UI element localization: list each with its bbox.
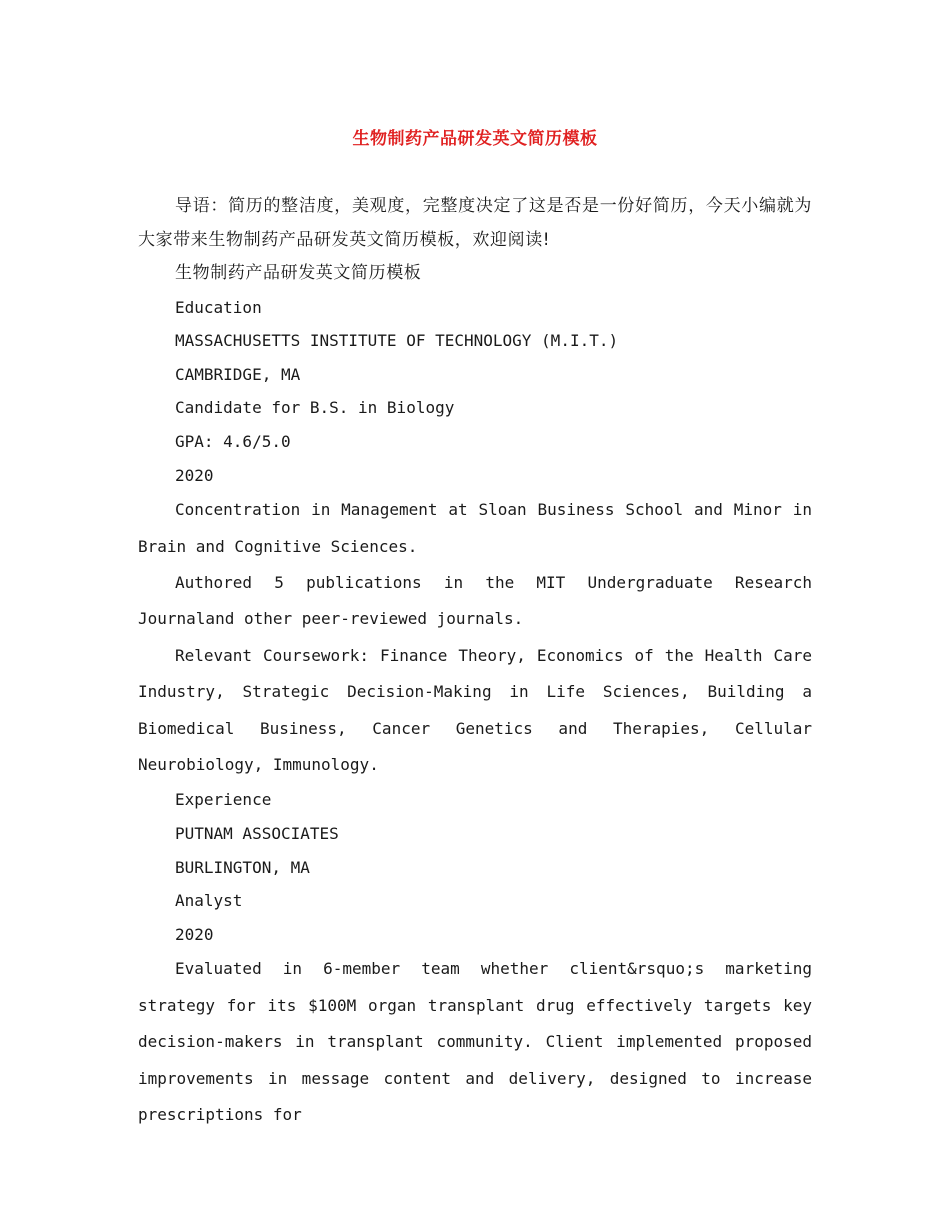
document-title: 生物制药产品研发英文简历模板: [352, 129, 598, 149]
company-name: PUTNAM ASSOCIATES: [175, 824, 339, 843]
company-location: BURLINGTON, MA: [175, 857, 310, 877]
gpa: GPA: 4.6/5.0: [175, 431, 291, 451]
experience-paragraph: Evaluated in 6-member team whether client&rsquo;s marketing strategy for its $100M organ transplant drug effectively targets key decision-makers in transplant community. Client implemented proposed improvements in message content and delivery, designed to increase prescriptions for: [138, 959, 812, 1124]
education-paragraph-concentration: Concentration in Management at Sloan Business School and Minor in Brain and Cognitive Sciences.: [138, 500, 812, 556]
experience-year: 2020: [175, 924, 214, 944]
school-name: MASSACHUSETTS INSTITUTE OF TECHNOLOGY (M.I.T.): [175, 331, 619, 351]
education-paragraph-publications: Authored 5 publications in the MIT Undergraduate Research Journaland other peer-reviewed journals.: [138, 572, 812, 629]
education-year: 2020: [175, 465, 214, 485]
resume-subtitle: 生物制药产品研发英文简历模板: [175, 263, 422, 283]
degree: Candidate for B.S. in Biology: [175, 398, 455, 418]
education-heading: Education: [175, 297, 262, 317]
document-body: [138, 190, 812, 1133]
intro-paragraph: 导语：简历的整洁度，美观度，完整度决定了这是否是一份好简历，今天小编就为大家带来生物制药产品研发英文简历模板，欢迎阅读!: [138, 196, 812, 250]
position-title: Analyst: [175, 891, 243, 911]
education-paragraph-coursework: Relevant Coursework: Finance Theory, Economics of the Health Care Industry, Strategic Decision-Making in Life Sciences, Building a Biomedical Business, Cancer Genetics and Therapies, Cellular Neurobiology, Immunology.: [138, 645, 812, 774]
school-location: CAMBRIDGE, MA: [175, 364, 301, 384]
experience-heading: Experience: [175, 790, 272, 810]
